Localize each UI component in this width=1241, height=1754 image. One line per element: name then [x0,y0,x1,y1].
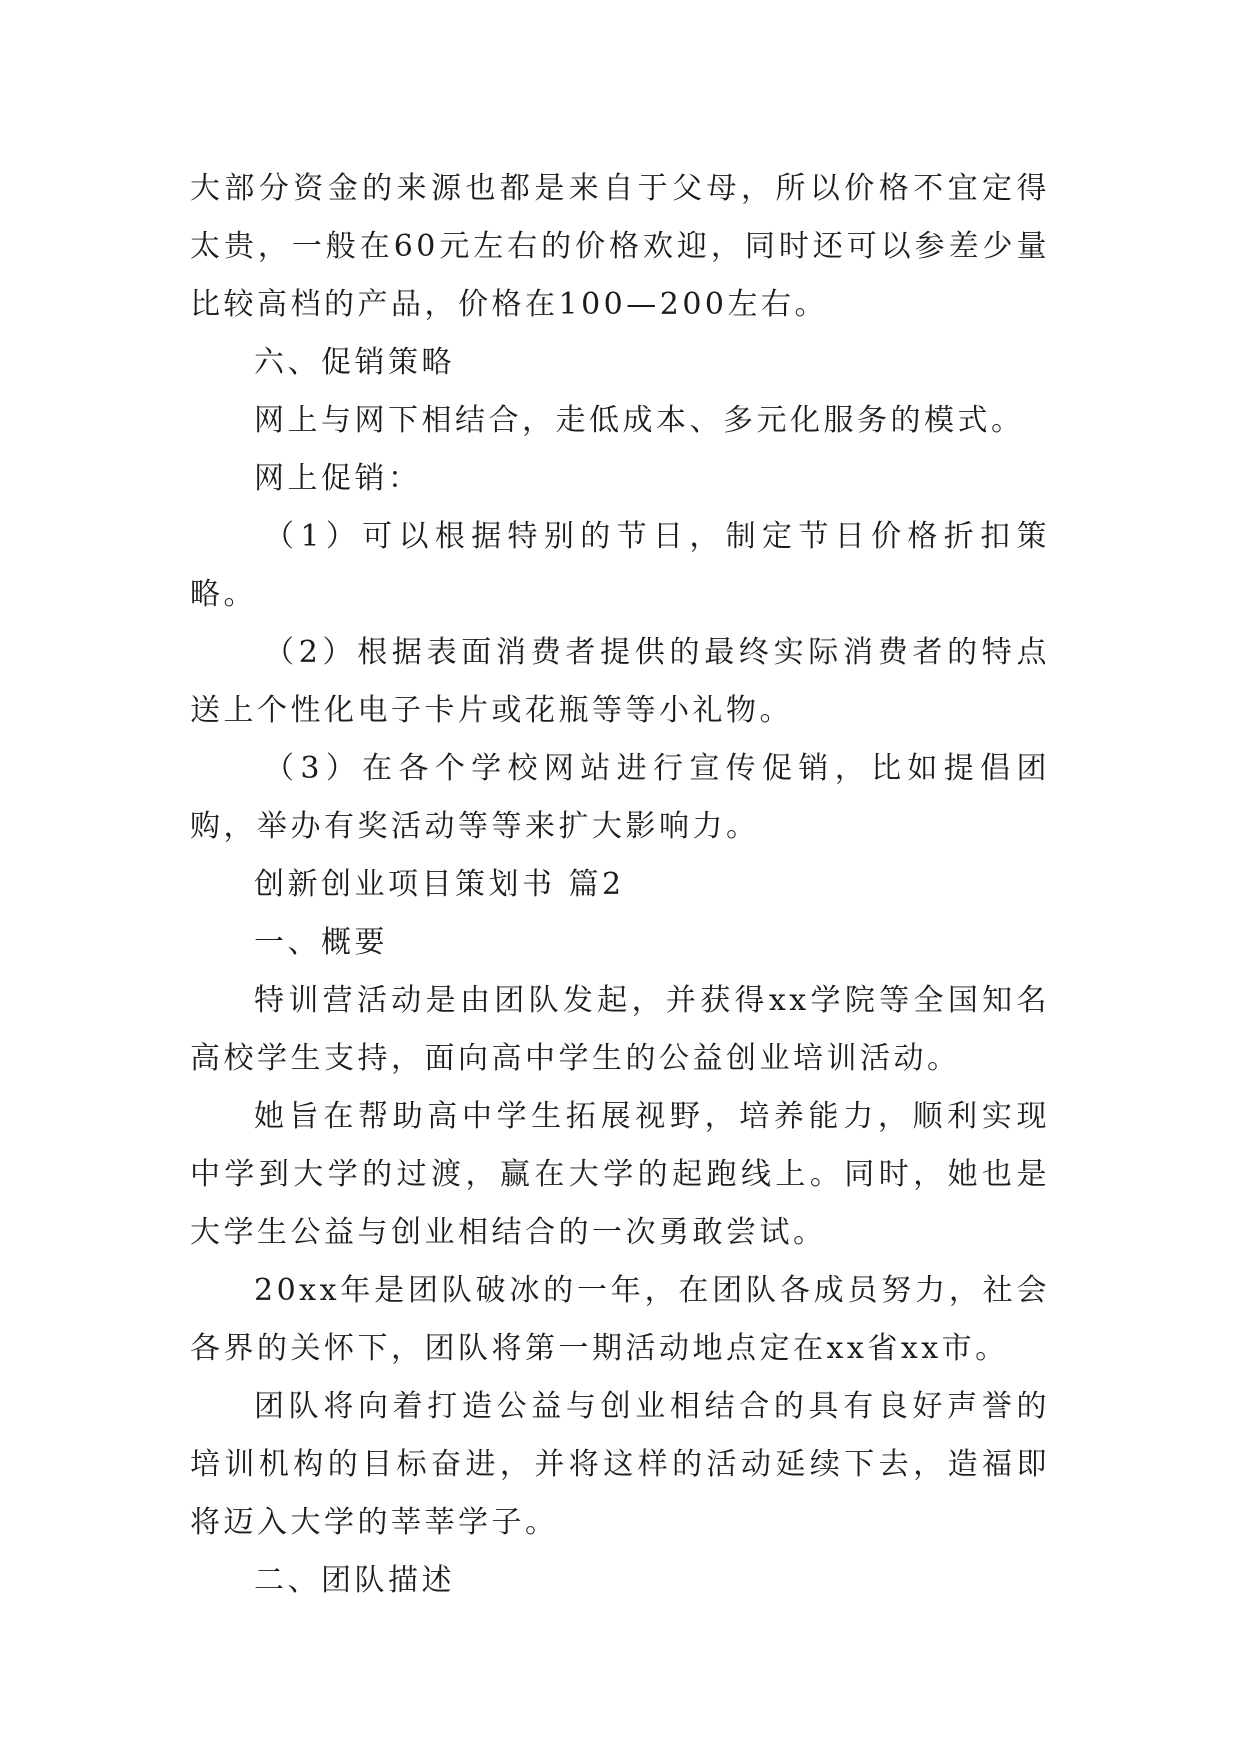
paragraph-camp-intro: 特训营活动是由团队发起，并获得xx学院等全国知名高校学生支持，面向高中学生的公益创业培训活动。 [190,983,1050,1076]
paragraph-team-goal: 团队将向着打造公益与创业相结合的具有良好声誉的培训机构的目标奋进，并将这样的活动延续下去，造福即将迈入大学的莘莘学子。 [190,1389,1050,1540]
paragraph-camp-purpose: 她旨在帮助高中学生拓展视野，培养能力，顺利实现中学到大学的过渡，赢在大学的起跑线上。同时，她也是大学生公益与创业相结合的一次勇敢尝试。 [190,1099,1050,1250]
paragraph-online-offline: 网上与网下相结合，走低成本、多元化服务的模式。 [254,403,1025,438]
heading-promotion-strategy: 六、促销策略 [254,345,455,380]
list-item-holiday-discount: （1）可以根据特别的节日，制定节日价格折扣策略。 [190,519,1050,612]
document-body [190,160,1050,1610]
subheading-online-promotion: 网上促销： [254,461,422,496]
list-item-personalized-gift: （2）根据表面消费者提供的最终实际消费者的特点送上个性化电子卡片或花瓶等等小礼物。 [190,635,1050,728]
paragraph-pricing-continued: 大部分资金的来源也都是来自于父母，所以价格不宜定得太贵，一般在60元左右的价格欢迎，同时还可以参差少量比较高档的产品，价格在100—200左右。 [190,171,1050,322]
heading-overview: 一、概要 [254,925,388,960]
list-item-school-website: （3）在各个学校网站进行宣传促销，比如提倡团购，举办有奖活动等等来扩大影响力。 [190,751,1050,844]
heading-team-description: 二、团队描述 [254,1563,455,1598]
paragraph-first-year: 20xx年是团队破冰的一年，在团队各成员努力，社会各界的关怀下，团队将第一期活动地点定在xx省xx市。 [190,1273,1050,1366]
section-title-plan-2: 创新创业项目策划书 篇2 [254,867,625,902]
